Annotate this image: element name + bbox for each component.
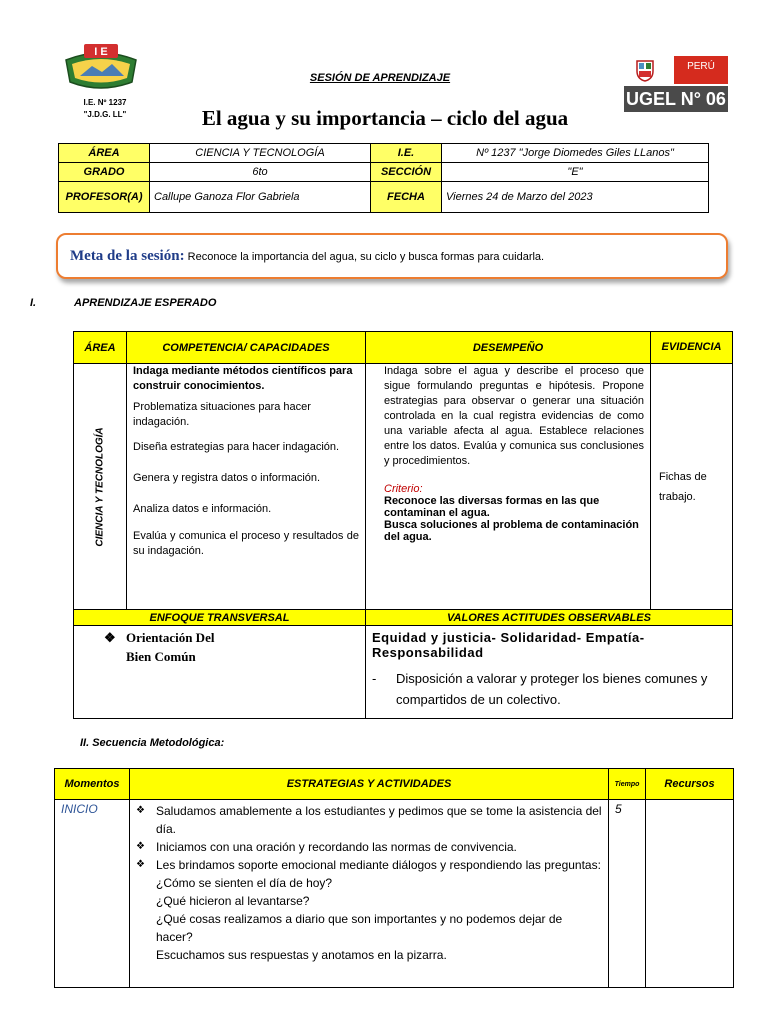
valores-cell [366,626,733,719]
criterio-label: Criterio: [384,483,423,495]
col-competencia-header: COMPETENCIA/ CAPACIDADES [127,332,366,364]
school-number: I.E. Nº 1237 [83,98,127,107]
section-1-title: APRENDIZAJE ESPERADO [74,297,217,309]
section-2-title: II. Secuencia Metodológica: [80,737,225,749]
resources-cell [646,800,734,988]
col-area-header: ÁREA [74,332,127,364]
fecha-value: Viernes 24 de Marzo del 2023 [442,182,709,213]
col-evidencia-header: EVIDENCIA [651,332,733,364]
diamond-bullet-icon: ❖ [104,630,116,645]
enfoque-header: ENFOQUE TRANSVERSAL [74,610,366,626]
diamond-bullet-icon: ❖ [136,805,145,816]
school-code [60,97,150,121]
area-value: CIENCIA Y TECNOLOGÍA [150,144,371,163]
profesor-label: PROFESOR(A) [59,182,150,213]
capacidad-item: Diseña estrategias para hacer indagación. [133,441,340,453]
profesor-value: Callupe Ganoza Flor Gabriela [150,182,371,213]
competencia-cell [127,364,366,610]
col-desempeno-header: DESEMPEÑO [366,332,651,364]
ie-value: Nº 1237 "Jorge Diomedes Giles LLanos" [442,144,709,163]
shield-icon [634,58,656,82]
area-label: ÁREA [59,144,150,163]
section-1-number: I. [30,297,37,309]
session-goal-box [56,233,728,279]
peru-emblem [630,56,728,84]
question-item: ¿Qué hicieron al levantarse? [156,894,310,908]
capacidad-item: Problematiza situaciones para hacer indagación. [133,401,311,428]
question-item: Escuchamos sus respuestas y anotamos en la pizarra. [156,948,447,962]
sequence-table [54,768,734,988]
activity-item: Saludamos amablemente a los estudiantes y pedimos que se tome la asistencia del día. [156,804,602,836]
valores-header: VALORES ACTITUDES OBSERVABLES [366,610,733,626]
activities-cell [130,800,609,988]
criterio-item: Reconoce las diversas formas en las que contaminan el agua. [384,495,600,519]
ugel-badge: UGEL N° 06 [624,86,728,112]
competencia-text: Indaga mediante métodos científicos para construir conocimientos. [133,365,353,392]
valores-text: Equidad y justicia- Solidaridad- Empatía- Responsabilidad [372,630,645,660]
school-initials: "J.D.G. LL" [83,110,127,119]
capacidad-item: Genera y registra datos o información. [133,472,321,484]
enfoque-cell [74,626,366,719]
school-logo [62,42,140,94]
time-cell: 5 [609,800,646,988]
question-item: ¿Cómo se sienten el día de hoy? [156,876,333,890]
capacidad-item: Analiza datos e información. [133,503,272,515]
dash-marker: - [372,671,377,686]
grado-label: GRADO [59,163,150,182]
desempeno-cell [366,364,651,610]
diamond-bullet-icon: ❖ [136,859,145,870]
activity-item: Iniciamos con una oración y recordando las normas de convivencia. [156,840,517,854]
logo-lettering: I E [94,46,108,58]
moment-inicio: INICIO [55,800,130,988]
ie-label: I.E. [371,144,442,163]
fecha-label: FECHA [371,182,442,213]
question-item: ¿Qué cosas realizamos a diario que son importantes y no podemos dejar de hacer? [156,912,563,944]
area-vertical-cell [74,364,127,610]
seccion-label: SECCIÓN [371,163,442,182]
peru-label: PERÚ [674,56,728,84]
learning-table [73,331,733,719]
seccion-value: "E" [442,163,709,182]
area-vertical-text: CIENCIA Y TECNOLOGÍA [94,426,106,547]
col-estrategias-header: ESTRATEGIAS Y ACTIVIDADES [130,769,609,800]
col-recursos-header: Recursos [646,769,734,800]
session-goal-text: Reconoce la importancia del agua, su ciclo y busca formas para cuidarla. [187,251,545,263]
col-tiempo-header: Tiempo [609,769,646,800]
criterio-item: Busca soluciones al problema de contaminación del agua. [384,519,639,543]
page-title: El agua y su importancia – ciclo del agua [201,106,569,130]
grado-value: 6to [150,163,371,182]
capacidad-item: Evalúa y comunica el proceso y resultados de su indagación. [133,530,359,557]
col-momentos-header: Momentos [55,769,130,800]
evidencia-cell: Fichas de trabajo. [651,364,733,610]
info-table [58,143,709,213]
actitud-text: Disposición a valorar y proteger los bienes comunes y compartidos de un colectivo. [396,671,708,707]
activity-item: Les brindamos soporte emocional mediante diálogos y respondiendo las preguntas: [156,858,601,872]
session-goal-label: Meta de la sesión: [70,248,185,264]
desempeno-text: Indaga sobre el agua y describe el proceso que sigue formulando preguntas e hipótesis. Propone estrategias para observar o generar una situación controlada en la cual registra evidencias de como una variable afecta al agua. Establece relaciones entre los datos. Evalúa y comunica sus conclusiones y procedimientos. [384,365,644,467]
session-kind: SESIÓN DE APRENDIZAJE [309,72,451,84]
enfoque-text: Orientación Del Bien Común [126,630,215,664]
diamond-bullet-icon: ❖ [136,841,145,852]
